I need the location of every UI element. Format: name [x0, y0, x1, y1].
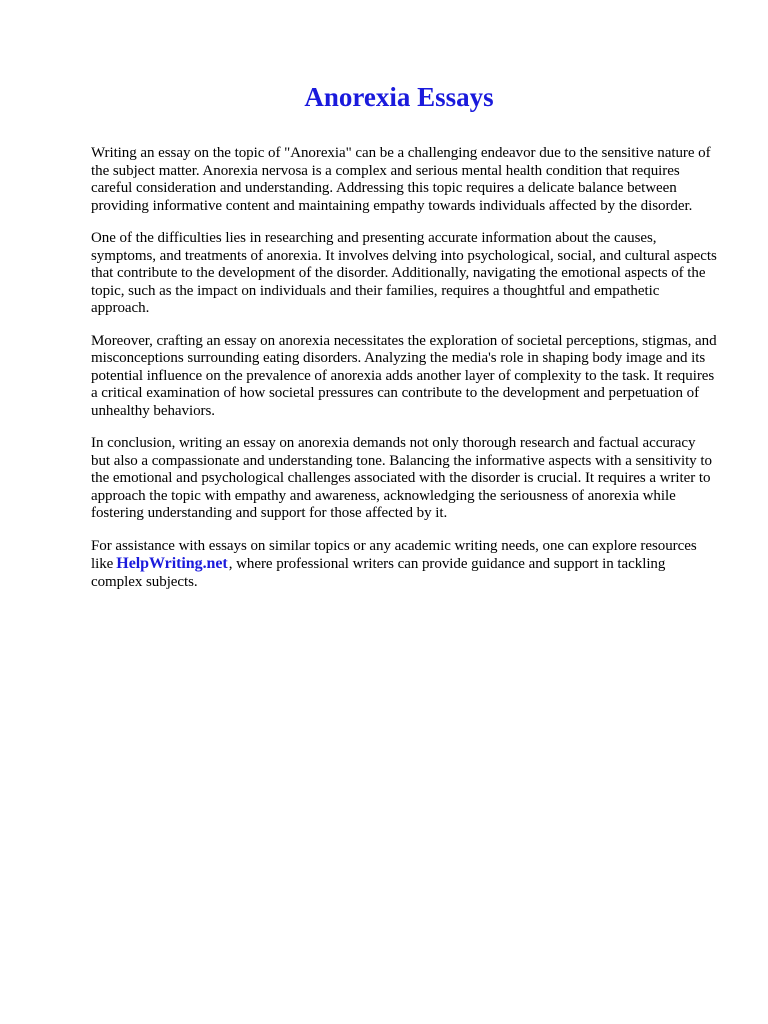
- paragraph-3: Moreover, crafting an essay on anorexia necessitates the exploration of societal perceptions, stigmas, and misconceptions surrounding eating disorders. Analyzing the media's role in shaping body image and its potential influence on the prevalence of anorexia adds another layer of complexity to the task. It requires a critical examination of how societal pressures can contribute to the development and perpetuation of unhealthy behaviors.: [91, 332, 717, 419]
- paragraph-5-before-link: For assistance with essays on similar topics or any academic writing needs, one can explore resources like: [91, 537, 697, 572]
- page-title: Anorexia Essays: [304, 82, 494, 112]
- paragraph-4: In conclusion, writing an essay on anorexia demands not only thorough research and factual accuracy but also a compassionate and understanding tone. Balancing the informative aspects with a sensitivity to the emotional and psychological challenges associated with the disorder is crucial. It requires a writer to approach the topic with empathy and awareness, acknowledging the seriousness of anorexia while fostering understanding and support for those affected by it.: [91, 435, 712, 521]
- helpwriting-link[interactable]: HelpWriting.net: [116, 555, 228, 572]
- paragraph-2: One of the difficulties lies in researching and presenting accurate information about the causes, symptoms, and treatments of anorexia. It involves delving into psychological, social, and cultural aspects that contribute to the development of the disorder. Additionally, navigating the emotional aspects of the topic, such as the impact on individuals and their families, requires a thoughtful and empathetic approach.: [91, 230, 717, 316]
- paragraph-5: [91, 538, 718, 592]
- essay-body: [91, 145, 718, 591]
- paragraph-5-after-link: , where professional writers can provide guidance and support in tackling complex subjects.: [91, 556, 666, 590]
- paragraph-1: Writing an essay on the topic of "Anorexia" can be a challenging endeavor due to the sensitive nature of the subject matter. Anorexia nervosa is a complex and serious mental health condition that requires careful consideration and understanding. Addressing this topic requires a delicate balance between providing informative content and maintaining empathy towards individuals affected by the disorder.: [91, 145, 711, 214]
